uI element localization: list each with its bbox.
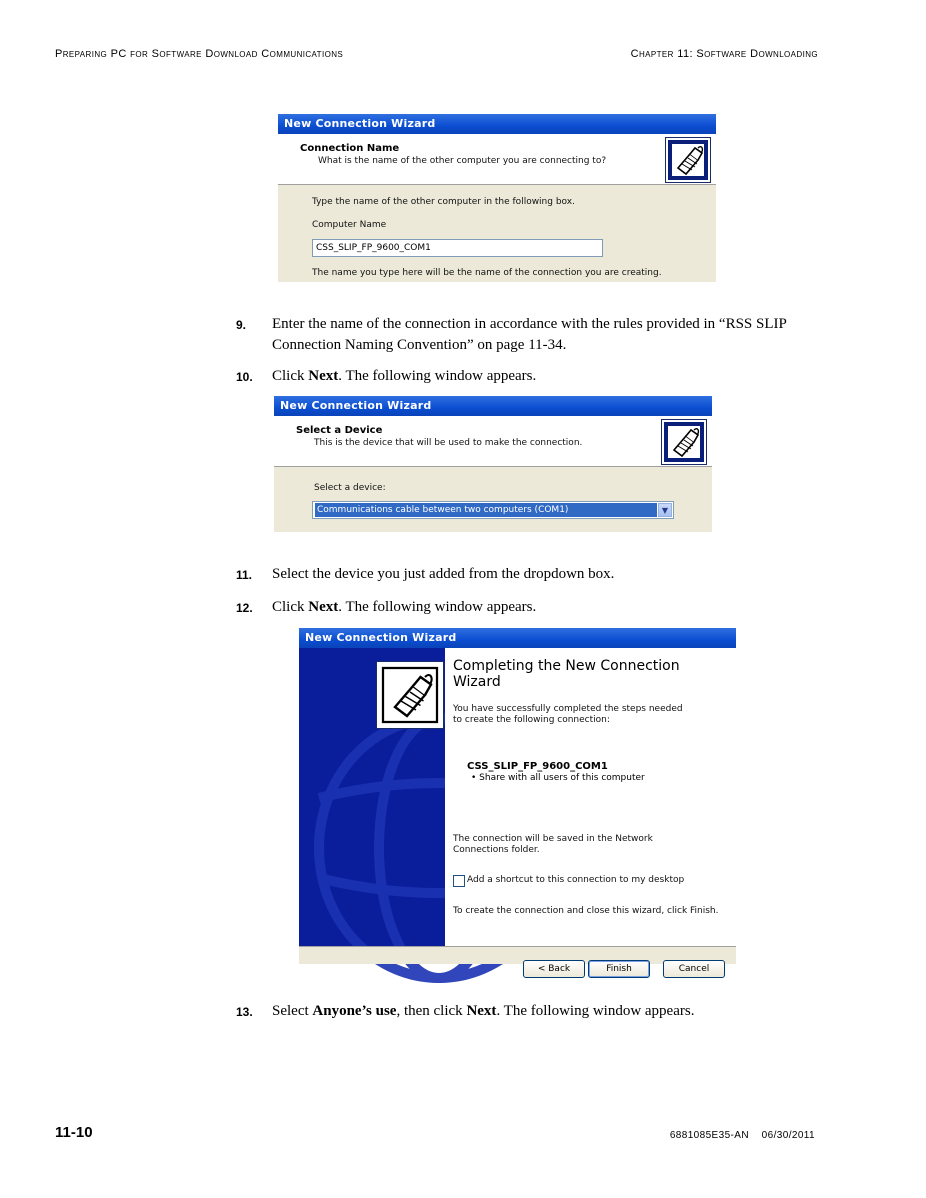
step-9 xyxy=(236,314,806,356)
document-number: 6881085E35-AN 06/30/2011 xyxy=(669,1130,815,1141)
step-text-part: Select xyxy=(272,1003,313,1019)
running-header-right: Chapter 11: Software Downloading xyxy=(630,48,818,60)
dialog-heading: Connection Name xyxy=(300,143,400,154)
saved-note: The connection will be saved in the Network Connections folder. xyxy=(453,834,653,855)
completing-wizard-dialog xyxy=(299,628,736,974)
step-text-part: Click xyxy=(272,599,309,615)
running-header-left: Preparing PC for Software Download Communications xyxy=(55,48,344,60)
device-dropdown-value: Communications cable between two computers (COM1) xyxy=(315,503,657,517)
share-bullet: • Share with all users of this computer xyxy=(471,773,645,783)
finish-button[interactable]: Finish xyxy=(588,960,650,978)
network-cable-icon xyxy=(377,662,443,728)
step-number: 12. xyxy=(236,601,253,615)
wizard-side-panel xyxy=(299,648,445,946)
dialog-header-panel xyxy=(278,134,716,185)
cancel-button[interactable]: Cancel xyxy=(663,960,725,978)
share-bullet-text: Share with all users of this computer xyxy=(479,773,645,783)
step-number: 13. xyxy=(236,1005,253,1019)
network-cable-icon xyxy=(662,420,706,464)
step-text xyxy=(272,1001,806,1022)
step-text: Select the device you just added from the dropdown box. xyxy=(272,566,615,582)
step-number: 11. xyxy=(236,568,253,582)
back-button[interactable]: < Back xyxy=(523,960,585,978)
dialog-header-panel xyxy=(274,416,712,467)
step-text-part: Click xyxy=(272,368,309,384)
add-shortcut-checkbox[interactable] xyxy=(453,875,465,887)
computer-name-label: Computer Name xyxy=(312,220,387,230)
next-keyword: Next xyxy=(308,368,339,384)
select-device-label: Select a device: xyxy=(314,483,386,493)
step-number: 10. xyxy=(236,370,253,384)
next-keyword: Next xyxy=(308,599,339,615)
connection-name-note: The name you type here will be the name of the connection you are creating. xyxy=(312,268,662,278)
completing-heading: Completing the New Connection Wizard xyxy=(453,658,680,690)
step-text xyxy=(272,366,806,387)
add-shortcut-label[interactable]: Add a shortcut to this connection to my desktop xyxy=(467,875,685,885)
device-dropdown[interactable] xyxy=(312,501,674,519)
step-number: 9. xyxy=(236,318,247,332)
network-cable-icon xyxy=(666,138,710,182)
dialog-subheading: This is the device that will be used to make the connection. xyxy=(314,438,583,448)
instruction-text: Type the name of the other computer in the following box. xyxy=(312,197,575,207)
dialog-title: New Connection Wizard xyxy=(278,114,716,134)
step-text-part: , then click xyxy=(396,1003,467,1019)
step-text: Enter the name of the connection in accordance with the rules provided in “RSS SLIP Connection Naming Convention” on page 11-34. xyxy=(272,316,787,353)
next-keyword: Next xyxy=(466,1003,497,1019)
step-text-part: . The following window appears. xyxy=(338,368,537,384)
chevron-down-icon[interactable]: ▼ xyxy=(658,503,672,517)
finish-note: To create the connection and close this wizard, click Finish. xyxy=(453,906,719,916)
computer-name-input[interactable]: CSS_SLIP_FP_9600_COM1 xyxy=(312,239,603,257)
connection-name: CSS_SLIP_FP_9600_COM1 xyxy=(467,761,608,772)
page-number: 11-10 xyxy=(55,1124,93,1141)
step-text-part: . The following window appears. xyxy=(496,1003,695,1019)
step-text xyxy=(272,597,806,618)
wizard-content-panel xyxy=(445,648,736,946)
step-13 xyxy=(236,1001,806,1022)
dialog-subheading: What is the name of the other computer you are connecting to? xyxy=(318,156,607,166)
step-text-part: . The following window appears. xyxy=(338,599,537,615)
step-10 xyxy=(236,366,806,387)
step-11 xyxy=(236,564,806,585)
step-12 xyxy=(236,597,806,618)
intro-text: You have successfully completed the steps needed to create the following connection: xyxy=(453,704,683,725)
dialog-title: New Connection Wizard xyxy=(274,396,712,416)
connection-name-dialog xyxy=(278,114,716,282)
dialog-title: New Connection Wizard xyxy=(299,628,736,648)
wizard-button-bar xyxy=(299,946,736,974)
anyones-use-keyword: Anyone’s use xyxy=(312,1003,397,1019)
select-device-dialog xyxy=(274,396,712,532)
dialog-heading: Select a Device xyxy=(296,425,383,436)
